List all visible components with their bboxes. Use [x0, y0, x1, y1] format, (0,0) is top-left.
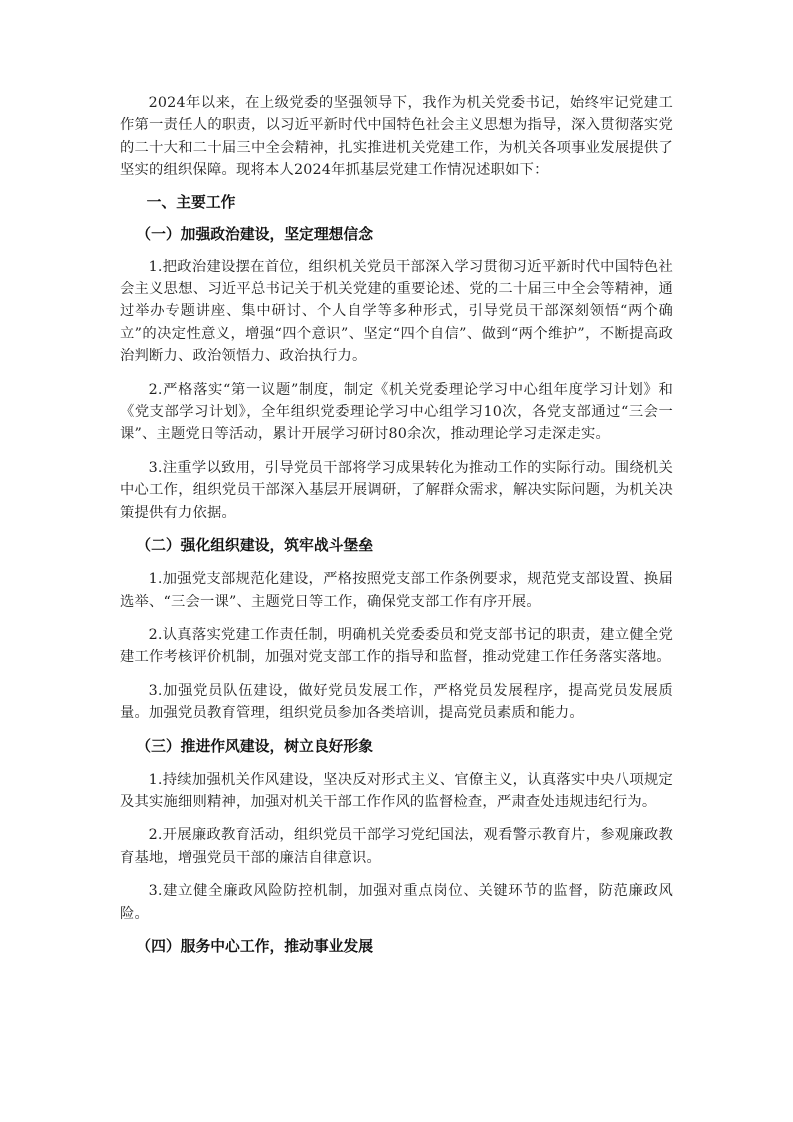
document-page	[120, 92, 673, 958]
intro-paragraph: 2024年以来，在上级党委的坚强领导下，我作为机关党委书记，始终牢记党建工作第一责任人的职责，以习近平新时代中国特色社会主义思想为指导，深入贯彻落实党的二十大和二十届三中全会精神，扎实推进机关党建工作，为机关各项事业发展提供了坚实的组织保障。现将本人2024年抓基层党建工作情况述职如下：	[120, 95, 673, 179]
section-3-paragraph-2: 2.开展廉政教育活动，组织党员干部学习党纪国法，观看警示教育片，参观廉政教育基地，增强党员干部的廉洁自律意识。	[120, 827, 673, 866]
section-4-heading: （四）服务中心工作，推动事业发展	[136, 937, 374, 955]
section-1-paragraph-1: 1.把政治建设摆在首位，组织机关党员干部深入学习贯彻习近平新时代中国特色社会主义思想、习近平总书记关于机关党建的重要论述、党的二十届三中全会等精神，通过举办专题讲座、集中研讨、个人自学等多种形式，引导党员干部深刻领悟“两个确立”的决定性意义，增强“四个意识”、坚定“四个自信”、做到“两个维护”，不断提高政治判断力、政治领悟力、政治执行力。	[120, 258, 673, 365]
section-1-paragraph-3: 3.注重学以致用，引导党员干部将学习成果转化为推动工作的实际行动。围绕机关中心工作，组织党员干部深入基层开展调研，了解群众需求，解决实际问题，为机关决策提供有力依据。	[120, 459, 673, 521]
section-2-paragraph-1: 1.加强党支部规范化建设，严格按照党支部工作条例要求，规范党支部设置、换届选举、“三会一课”、主题党日等工作，确保党支部工作有序开展。	[120, 571, 673, 610]
section-1-paragraph-2: 2.严格落实“第一议题”制度，制定《机关党委理论学习中心组年度学习计划》和《党支部学习计划》，全年组织党委理论学习中心组学习10次，各党支部通过“三会一课”、主题党日等活动，累计开展学习研讨80余次，推动理论学习走深走实。	[120, 381, 673, 443]
section-3-paragraph-3: 3.建立健全廉政风险防控机制，加强对重点岗位、关键环节的监督，防范廉政风险。	[120, 883, 673, 922]
section-3-paragraph-1: 1.持续加强机关作风建设，坚决反对形式主义、官僚主义，认真落实中央八项规定及其实施细则精神，加强对机关干部工作作风的监督检查，严肃查处违规违纪行为。	[120, 771, 673, 810]
section-2-paragraph-2: 2.认真落实党建工作责任制，明确机关党委委员和党支部书记的职责，建立健全党建工作考核评价机制，加强对党支部工作的指导和监督，推动党建工作任务落实落地。	[120, 626, 673, 666]
main-heading: 一、主要工作	[146, 193, 236, 211]
section-2-paragraph-3: 3.加强党员队伍建设，做好党员发展工作，严格党员发展程序，提高党员发展质量。加强党员教育管理，组织党员参加各类培训，提高党员素质和能力。	[120, 682, 673, 722]
section-3-heading: （三）推进作风建设，树立良好形象	[136, 737, 374, 755]
section-2-heading: （二）强化组织建设，筑牢战斗堡垒	[136, 537, 374, 555]
section-1-heading: （一）加强政治建设，坚定理想信念	[136, 225, 374, 243]
